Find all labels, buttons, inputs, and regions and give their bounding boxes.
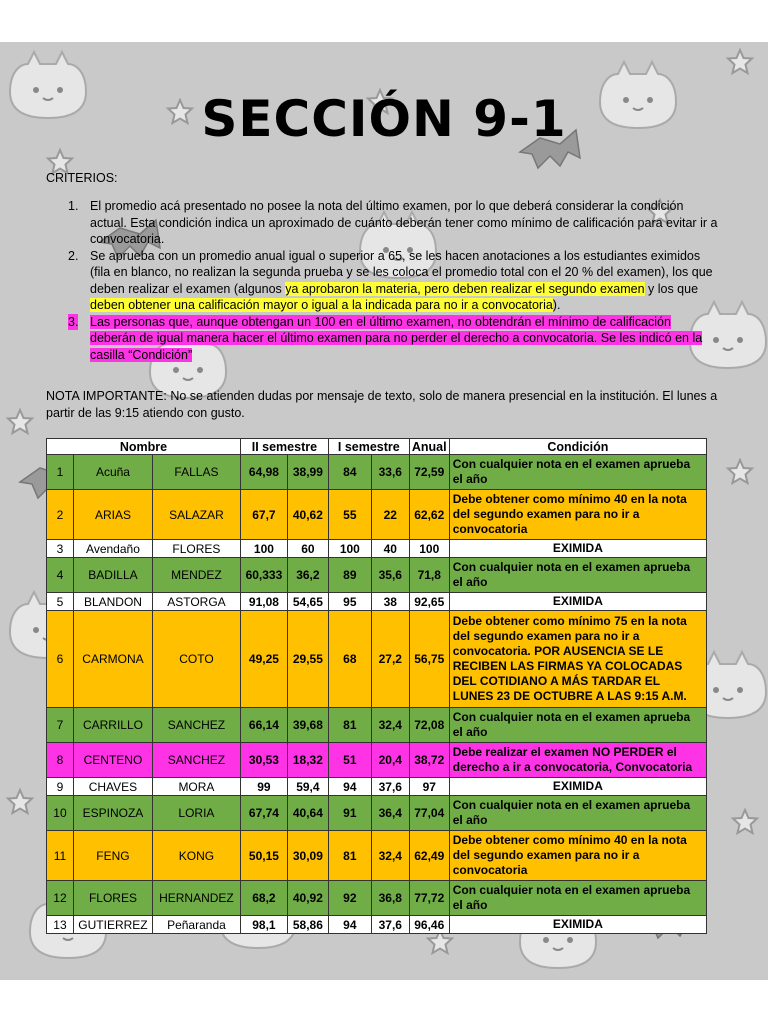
row-number: 4	[47, 558, 74, 593]
i-semestre-porcentaje: 38	[371, 593, 409, 611]
highlighted-text: deben obtener una calificación mayor o igual a la indicada para no ir a convocatoria	[90, 298, 553, 312]
i-semestre-nota: 94	[328, 916, 371, 934]
ii-semestre-porcentaje: 59,4	[287, 778, 328, 796]
ii-semestre-nota: 49,25	[240, 611, 287, 708]
first-surname: CENTENO	[73, 743, 152, 778]
condicion: EXIMIDA	[449, 540, 706, 558]
criterio-number: 3.	[68, 314, 79, 329]
ii-semestre-porcentaje: 54,65	[287, 593, 328, 611]
i-semestre-porcentaje: 37,6	[371, 778, 409, 796]
ii-semestre-nota: 64,98	[240, 455, 287, 490]
table-row	[47, 490, 707, 540]
row-number: 1	[47, 455, 74, 490]
first-surname: GUTIERREZ	[73, 916, 152, 934]
row-number: 10	[47, 796, 74, 831]
condicion: Debe realizar el examen NO PERDER el derecho a ir a convocatoria, Convocatoria	[449, 743, 706, 778]
header-condicion: Condición	[449, 439, 706, 455]
ii-semestre-porcentaje: 38,99	[287, 455, 328, 490]
criterio-number: 1.	[68, 199, 79, 213]
second-surname: ASTORGA	[152, 593, 240, 611]
second-surname: SANCHEZ	[152, 708, 240, 743]
second-surname: HERNANDEZ	[152, 881, 240, 916]
highlighted-text: ya aprobaron la materia, pero deben realizar el segundo examen	[285, 281, 645, 296]
condicion: Debe obtener como mínimo 40 en la nota del segundo examen para no ir a convocatoria	[449, 831, 706, 881]
ii-semestre-porcentaje: 40,62	[287, 490, 328, 540]
i-semestre-nota: 81	[328, 708, 371, 743]
criterios-label: CRITERIOS:	[46, 171, 118, 185]
criterios-list	[46, 198, 718, 363]
ii-semestre-porcentaje: 40,64	[287, 796, 328, 831]
row-number: 7	[47, 708, 74, 743]
table-row	[47, 796, 707, 831]
table-row	[47, 611, 707, 708]
i-semestre-nota: 94	[328, 778, 371, 796]
second-surname: LORIA	[152, 796, 240, 831]
i-semestre-nota: 84	[328, 455, 371, 490]
first-surname: ESPINOZA	[73, 796, 152, 831]
second-surname: SALAZAR	[152, 490, 240, 540]
anual-promedio: 72,08	[409, 708, 449, 743]
second-surname: MENDEZ	[152, 558, 240, 593]
table-row	[47, 455, 707, 490]
i-semestre-porcentaje: 40	[371, 540, 409, 558]
i-semestre-porcentaje: 20,4	[371, 743, 409, 778]
anual-promedio: 56,75	[409, 611, 449, 708]
criterio-text: ).	[552, 298, 561, 312]
anual-promedio: 38,72	[409, 743, 449, 778]
condicion: Debe obtener como mínimo 40 en la nota del segundo examen para no ir a convocatoria	[449, 490, 706, 540]
anual-promedio: 77,04	[409, 796, 449, 831]
condicion: Con cualquier nota en el examen aprueba el año	[449, 796, 706, 831]
criterio-item	[46, 198, 718, 248]
criterio-text: El promedio acá presentado no posee la nota del último examen, por lo que deberá considerar la condición actual. Esta condición indica un aproximado de cuánto deberán tener como mínimo de calificación para evitar ir a convocatoria.	[90, 199, 718, 246]
ii-semestre-nota: 67,74	[240, 796, 287, 831]
second-surname: FALLAS	[152, 455, 240, 490]
criterio-text: Se aprueba con un promedio anual igual o superior a 65, se les hacen anotaciones a los estudiantes eximidos (fila en blanco, no realizan la segunda prueba y se les coloca el promedio total con el 20 % del examen), los que deben realizar el examen (algunos	[90, 248, 713, 296]
i-semestre-porcentaje: 32,4	[371, 831, 409, 881]
table-header-row	[47, 439, 707, 455]
ii-semestre-nota: 99	[240, 778, 287, 796]
row-number: 13	[47, 916, 74, 934]
row-number: 5	[47, 593, 74, 611]
second-surname: FLORES	[152, 540, 240, 558]
second-surname: Peñaranda	[152, 916, 240, 934]
table-row	[47, 540, 707, 558]
anual-promedio: 62,49	[409, 831, 449, 881]
i-semestre-porcentaje: 36,4	[371, 796, 409, 831]
ii-semestre-porcentaje: 39,68	[287, 708, 328, 743]
criterio-text: y los que	[644, 281, 699, 296]
first-surname: BLANDON	[73, 593, 152, 611]
first-surname: CARMONA	[73, 611, 152, 708]
header-nombre: Nombre	[47, 439, 241, 455]
anual-promedio: 71,8	[409, 558, 449, 593]
second-surname: SANCHEZ	[152, 743, 240, 778]
i-semestre-nota: 91	[328, 796, 371, 831]
row-number: 9	[47, 778, 74, 796]
ii-semestre-nota: 66,14	[240, 708, 287, 743]
ii-semestre-nota: 60,333	[240, 558, 287, 593]
criterio-number: 2.	[68, 248, 79, 263]
criterio-item	[46, 248, 718, 314]
ii-semestre-porcentaje: 36,2	[287, 558, 328, 593]
i-semestre-nota: 81	[328, 831, 371, 881]
ii-semestre-porcentaje: 18,32	[287, 743, 328, 778]
condicion: EXIMIDA	[449, 593, 706, 611]
condicion: Con cualquier nota en el examen aprueba el año	[449, 708, 706, 743]
i-semestre-nota: 55	[328, 490, 371, 540]
table-row	[47, 708, 707, 743]
ii-semestre-nota: 30,53	[240, 743, 287, 778]
first-surname: FLORES	[73, 881, 152, 916]
condicion: Con cualquier nota en el examen aprueba el año	[449, 558, 706, 593]
ii-semestre-nota: 68,2	[240, 881, 287, 916]
ii-semestre-porcentaje: 29,55	[287, 611, 328, 708]
ii-semestre-nota: 67,7	[240, 490, 287, 540]
ii-semestre-porcentaje: 58,86	[287, 916, 328, 934]
ii-semestre-porcentaje: 30,09	[287, 831, 328, 881]
second-surname: KONG	[152, 831, 240, 881]
first-surname: Acuña	[73, 455, 152, 490]
anual-promedio: 100	[409, 540, 449, 558]
first-surname: FENG	[73, 831, 152, 881]
first-surname: ARIAS	[73, 490, 152, 540]
table-row	[47, 881, 707, 916]
row-number: 8	[47, 743, 74, 778]
table-row	[47, 778, 707, 796]
condicion: Debe obtener como mínimo 75 en la nota del segundo examen para no ir a convocatoria. POR AUSENCIA SE LE RECIBEN LAS FIRMAS YA COLOCADAS DEL COTIDIANO A MÁS TARDAR EL LUNES 23 DE OCTUBRE A LAS 9:15 A.M.	[449, 611, 706, 708]
anual-promedio: 92,65	[409, 593, 449, 611]
row-number: 6	[47, 611, 74, 708]
page-title: SECCIÓN 9-1	[201, 90, 567, 148]
i-semestre-porcentaje: 32,4	[371, 708, 409, 743]
i-semestre-nota: 68	[328, 611, 371, 708]
row-number: 12	[47, 881, 74, 916]
i-semestre-nota: 100	[328, 540, 371, 558]
second-surname: COTO	[152, 611, 240, 708]
first-surname: CARRILLO	[73, 708, 152, 743]
table-row	[47, 593, 707, 611]
condicion: Con cualquier nota en el examen aprueba el año	[449, 455, 706, 490]
table-body	[47, 455, 707, 934]
second-surname: MORA	[152, 778, 240, 796]
ii-semestre-nota: 98,1	[240, 916, 287, 934]
condicion: Con cualquier nota en el examen aprueba el año	[449, 881, 706, 916]
i-semestre-porcentaje: 35,6	[371, 558, 409, 593]
table-row	[47, 743, 707, 778]
table-row	[47, 916, 707, 934]
i-semestre-nota: 92	[328, 881, 371, 916]
first-surname: Avendaño	[73, 540, 152, 558]
anual-promedio: 77,72	[409, 881, 449, 916]
anual-promedio: 72,59	[409, 455, 449, 490]
grades-table	[46, 438, 707, 934]
criterio-item	[46, 314, 718, 364]
i-semestre-nota: 51	[328, 743, 371, 778]
row-number: 2	[47, 490, 74, 540]
first-surname: CHAVES	[73, 778, 152, 796]
anual-promedio: 62,62	[409, 490, 449, 540]
ii-semestre-porcentaje: 60	[287, 540, 328, 558]
ii-semestre-nota: 100	[240, 540, 287, 558]
ii-semestre-nota: 50,15	[240, 831, 287, 881]
anual-promedio: 96,46	[409, 916, 449, 934]
row-number: 11	[47, 831, 74, 881]
table-row	[47, 831, 707, 881]
row-number: 3	[47, 540, 74, 558]
condicion: EXIMIDA	[449, 778, 706, 796]
header-anual: Anual	[409, 439, 449, 455]
header-i-semestre: I semestre	[328, 439, 409, 455]
i-semestre-porcentaje: 33,6	[371, 455, 409, 490]
first-surname: BADILLA	[73, 558, 152, 593]
highlighted-text: Las personas que, aunque obtengan un 100 en el último examen, no obtendrán el mínimo de calificación deberán de igual manera hacer el último examen para no perder el derecho a convocatoria. Se les indicó en la casilla “Condición”	[90, 314, 703, 362]
condicion: EXIMIDA	[449, 916, 706, 934]
anual-promedio: 97	[409, 778, 449, 796]
i-semestre-porcentaje: 36,8	[371, 881, 409, 916]
ii-semestre-nota: 91,08	[240, 593, 287, 611]
table-row	[47, 558, 707, 593]
i-semestre-porcentaje: 27,2	[371, 611, 409, 708]
ii-semestre-porcentaje: 40,92	[287, 881, 328, 916]
nota-importante: NOTA IMPORTANTE: No se atienden dudas por mensaje de texto, solo de manera presencial en la institución. El lunes a partir de las 9:15 atiendo con gusto.	[46, 389, 718, 420]
header-ii-semestre: II semestre	[240, 439, 328, 455]
i-semestre-porcentaje: 22	[371, 490, 409, 540]
i-semestre-nota: 89	[328, 558, 371, 593]
i-semestre-porcentaje: 37,6	[371, 916, 409, 934]
i-semestre-nota: 95	[328, 593, 371, 611]
